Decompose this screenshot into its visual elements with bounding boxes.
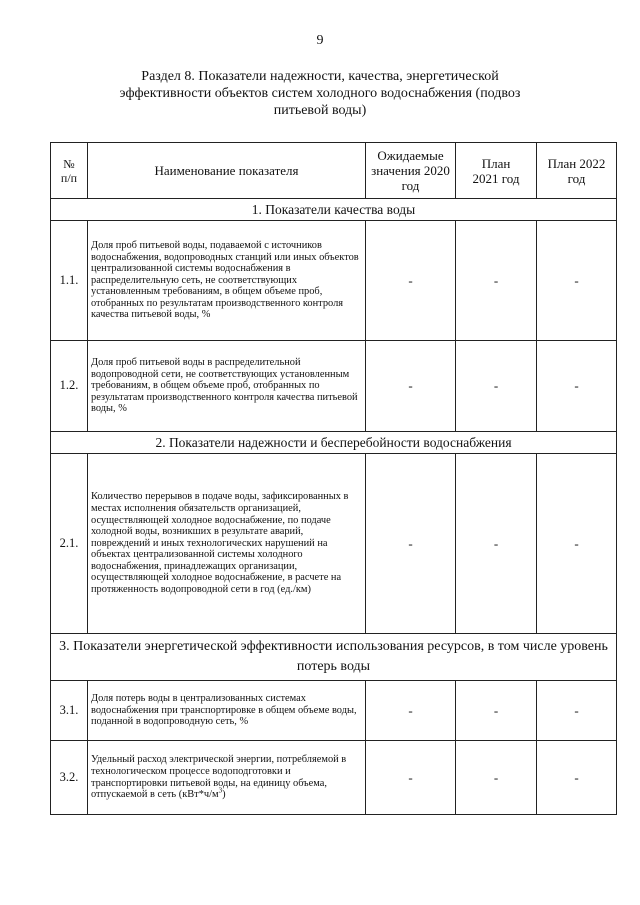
value-2020: - <box>366 341 456 432</box>
row-number: 3.2. <box>51 741 88 815</box>
table-row <box>51 741 617 815</box>
value-2022: - <box>537 741 617 815</box>
row-name-end: ) <box>222 789 226 801</box>
value-2021: - <box>456 681 537 741</box>
row-name-text: Удельный расход электрической энергии, потребляемой в технологическом процессе водоподготовки и транспортировки питьевой воды, на единицу объема, отпускаемой в сеть (кВт*ч/м <box>91 754 347 801</box>
header-plan-2021: План 2021 год <box>456 143 537 199</box>
group-header-reliability <box>51 432 617 454</box>
group-header-energy <box>51 634 617 681</box>
row-number: 2.1. <box>51 454 88 634</box>
table-row <box>51 454 617 634</box>
section-title: Раздел 8. Показатели надежности, качества, энергетической эффективности объектов систем холодного водоснабжения (подвоз питьевой воды) <box>119 69 521 118</box>
value-2021: - <box>456 741 537 815</box>
group-title: 2. Показатели надежности и бесперебойности водоснабжения <box>51 432 617 454</box>
group-header-quality <box>51 199 617 221</box>
value-2022: - <box>537 221 617 341</box>
value-2021: - <box>456 341 537 432</box>
table-header-row <box>51 143 617 199</box>
value-2020: - <box>366 681 456 741</box>
table-row <box>51 341 617 432</box>
row-name <box>88 741 366 815</box>
header-num: № п/п <box>51 143 88 199</box>
row-name: Количество перерывов в подаче воды, зафиксированных в местах исполнения обязательств организацией, осуществляющей холодное водоснабжение, по подаче холодной воды, возникших в результате аварий, повреждений и иных технологических нарушений на объектах централизованной системы холодного водоснабжения, принадлежащих организации, осуществляющей холодное водоснабжение, в расчете на протяженность водопроводной сети в год (ед./км) <box>88 454 366 634</box>
header-plan-2022: План 2022 год <box>537 143 617 199</box>
row-number: 3.1. <box>51 681 88 741</box>
page-number: 9 <box>316 33 324 48</box>
value-2022: - <box>537 454 617 634</box>
value-2021: - <box>456 454 537 634</box>
header-expected-2020: Ожидаемые значения 2020 год <box>366 143 456 199</box>
value-2021: - <box>456 221 537 341</box>
indicators-table <box>50 142 617 815</box>
group-title: 3. Показатели энергетической эффективности использования ресурсов, в том числе уровень потерь воды <box>51 634 617 681</box>
group-title: 1. Показатели качества воды <box>51 199 617 221</box>
header-name: Наименование показателя <box>88 143 366 199</box>
value-2020: - <box>366 741 456 815</box>
row-number: 1.1. <box>51 221 88 341</box>
value-2022: - <box>537 681 617 741</box>
table-row <box>51 221 617 341</box>
value-2022: - <box>537 341 617 432</box>
row-name: Доля проб питьевой воды в распределительной водопроводной сети, не соответствующих установленным требованиям, в общем объеме проб, отобранных по результатам производственного контроля качества питьевой воды, % <box>88 341 366 432</box>
superscript-three: 3 <box>218 786 223 795</box>
row-number: 1.2. <box>51 341 88 432</box>
value-2020: - <box>366 221 456 341</box>
row-name: Доля проб питьевой воды, подаваемой с источников водоснабжения, водопроводных станций или иных объектов централизованной системы водоснабжения в распределительную сеть, не соответствующих установленным требованиям, в общем объеме проб, отобранных по результатам производственного контроля качества питьевой воды, % <box>88 221 366 341</box>
row-name: Доля потерь воды в централизованных системах водоснабжения при транспортировке в общем объеме воды, поданной в водопроводную сеть, % <box>88 681 366 741</box>
table-row <box>51 681 617 741</box>
value-2020: - <box>366 454 456 634</box>
